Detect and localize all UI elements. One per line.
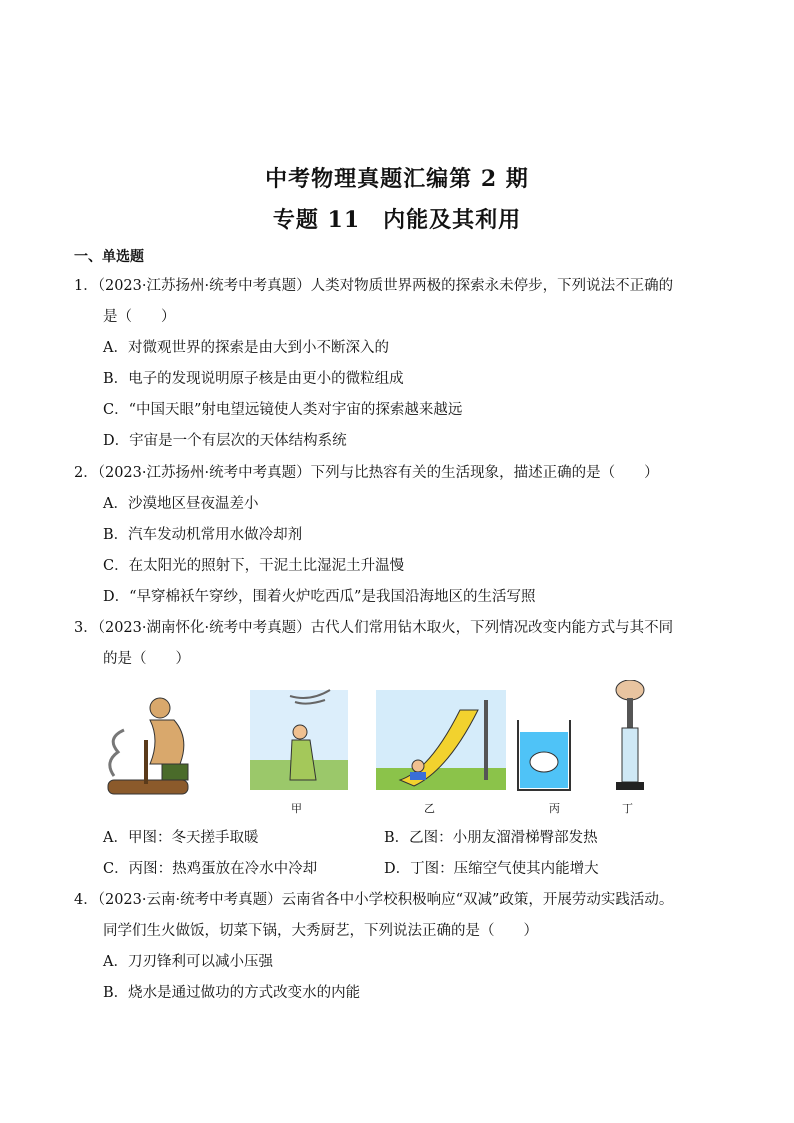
question-3-option-a: A．甲图：冬天搓手取暖	[103, 830, 259, 846]
figure-label-ding: 丁	[622, 802, 633, 815]
fire-drill-illustration	[108, 698, 188, 794]
question-2-option-c: C．在太阳光的照射下，干泥土比湿泥土升温慢	[103, 558, 405, 574]
air-compression-illustration	[616, 680, 644, 790]
slide-scene-illustration	[376, 690, 506, 790]
question-4-stem: 4．（2023·云南·统考中考真题）云南省各中小学校积极响应“双减”政策，开展劳动实践活动。	[74, 892, 674, 908]
question-3-option-b: B．乙图：小朋友溜滑梯臀部发热	[384, 830, 598, 846]
question-3-stem-cont: 的是（ ）	[103, 651, 190, 667]
figure-label-jia: 甲	[291, 802, 302, 815]
question-1-stem-cont: 是（ ）	[103, 309, 176, 325]
document-subtitle: 专题 11 内能及其利用	[272, 207, 522, 233]
question-3-stem: 3．（2023·湖南怀化·统考中考真题）古代人们常用钻木取火，下列情况改变内能方式与其不同	[74, 620, 674, 636]
question-3-option-d: D．丁图：压缩空气使其内能增大	[384, 861, 599, 877]
figure-label-bing: 丙	[549, 802, 560, 815]
section-heading: 一、单选题	[74, 249, 144, 265]
question-1-stem: 1．（2023·江苏扬州·统考中考真题）人类对物质世界两极的探索永未停步，下列说法不正确的	[74, 278, 674, 294]
beaker-egg-illustration	[518, 720, 570, 790]
question-3-option-c: C．丙图：热鸡蛋放在冷水中冷却	[103, 861, 318, 877]
question-4-stem-cont: 同学们生火做饭，切菜下锅，大秀厨艺，下列说法正确的是（ ）	[103, 923, 538, 939]
figure-label-yi: 乙	[424, 802, 435, 815]
question-2-option-a: A．沙漠地区昼夜温差小	[103, 496, 259, 512]
question-4-option-b: B．烧水是通过做功的方式改变水的内能	[103, 985, 361, 1001]
question-1-option-b: B．电子的发现说明原子核是由更小的微粒组成	[103, 371, 404, 387]
question-1-option-a: A．对微观世界的探索是由大到小不断深入的	[103, 340, 389, 356]
wind-scene-illustration	[250, 690, 348, 790]
question-2-option-d: D．“早穿棉袄午穿纱，围着火炉吃西瓜”是我国沿海地区的生活写照	[103, 589, 536, 605]
question-4-option-a: A．刀刃锋利可以减小压强	[103, 954, 273, 970]
question-2-stem: 2．（2023·江苏扬州·统考中考真题）下列与比热容有关的生活现象，描述正确的是（ ）	[74, 465, 659, 481]
document-title: 中考物理真题汇编第 2 期	[265, 166, 529, 192]
question-2-option-b: B．汽车发动机常用水做冷却剂	[103, 527, 303, 543]
question-3-figure	[100, 680, 660, 820]
question-1-option-d: D．宇宙是一个有层次的天体结构系统	[103, 433, 347, 449]
question-1-option-c: C．“中国天眼”射电望远镜使人类对宇宙的探索越来越远	[103, 402, 463, 418]
